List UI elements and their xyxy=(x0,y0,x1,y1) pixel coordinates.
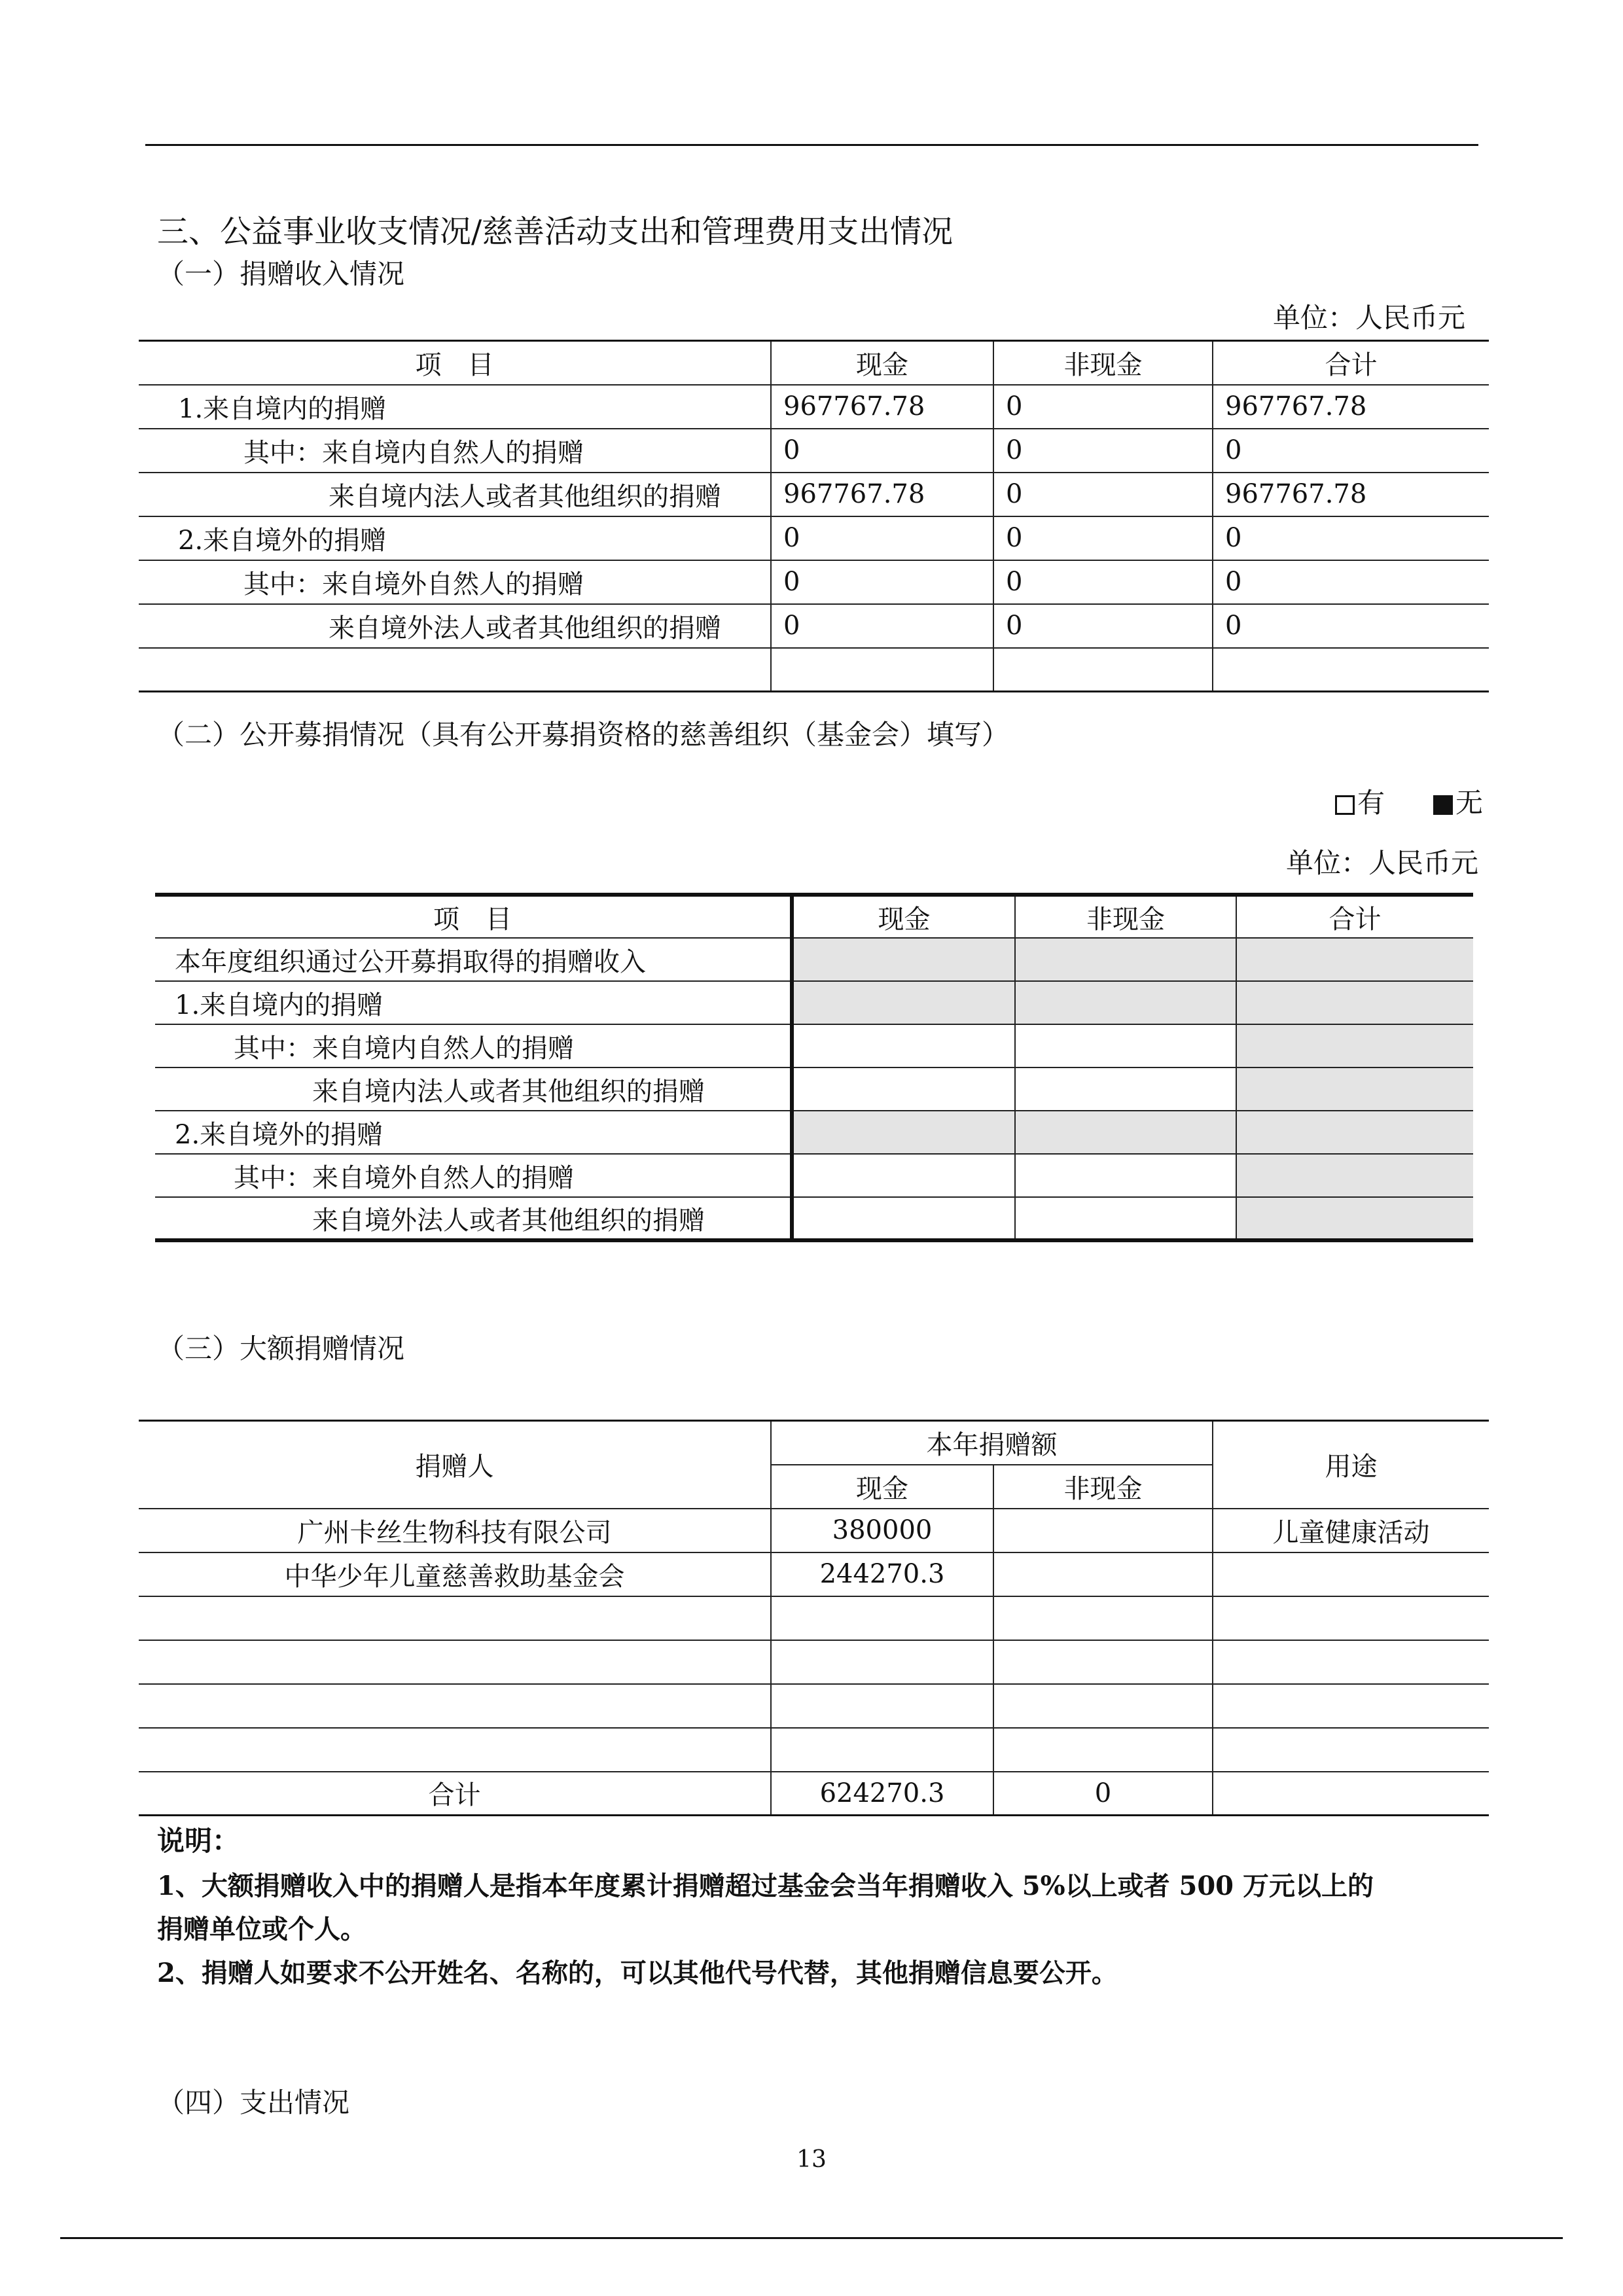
row-noncash xyxy=(993,1552,1213,1596)
empty-cell xyxy=(139,1596,771,1640)
row-noncash: 0 xyxy=(993,473,1213,516)
row-cash: 0 xyxy=(771,516,993,560)
row-label: 其中：来自境外自然人的捐赠 xyxy=(139,560,771,604)
empty-cell xyxy=(1213,1684,1489,1728)
part4-heading: （四）支出情况 xyxy=(157,2087,350,2119)
row-total: 967767.78 xyxy=(1213,385,1489,429)
row-total: 0 xyxy=(1213,429,1489,473)
part1-heading: （一）捐赠收入情况 xyxy=(157,258,405,290)
table-row xyxy=(155,1111,1473,1154)
row-donor: 广州卡丝生物科技有限公司 xyxy=(139,1509,771,1552)
row-label: 本年度组织通过公开募捐取得的捐赠收入 xyxy=(155,938,792,981)
row-total: 967767.78 xyxy=(1213,473,1489,516)
notes-line1b: 捐赠单位或个人。 xyxy=(157,1914,366,1945)
empty-cell xyxy=(139,1640,771,1684)
row-cash: 0 xyxy=(771,560,993,604)
header-noncash: 非现金 xyxy=(1015,895,1236,938)
empty-cell xyxy=(139,1728,771,1772)
top-rule xyxy=(145,144,1478,146)
total-cash: 624270.3 xyxy=(771,1772,993,1816)
row-purpose: 儿童健康活动 xyxy=(1213,1509,1489,1552)
table-row xyxy=(139,385,1489,429)
page-number: 13 xyxy=(796,2146,827,2173)
table-row xyxy=(139,473,1489,516)
empty-cell xyxy=(139,648,771,692)
input-cash[interactable] xyxy=(792,1111,1015,1154)
large-donations-table xyxy=(139,1420,1489,1816)
input-total[interactable] xyxy=(1236,1197,1473,1240)
row-total: 0 xyxy=(1213,516,1489,560)
row-label: 其中：来自境外自然人的捐赠 xyxy=(155,1154,792,1197)
row-noncash: 0 xyxy=(993,429,1213,473)
row-cash: 0 xyxy=(771,429,993,473)
table-header-row xyxy=(139,341,1489,385)
input-cash[interactable] xyxy=(792,1024,1015,1067)
row-cash: 967767.78 xyxy=(771,385,993,429)
header-purpose: 用途 xyxy=(1213,1421,1489,1509)
empty-cell xyxy=(139,1684,771,1728)
row-label: 2.来自境外的捐赠 xyxy=(155,1111,792,1154)
row-purpose xyxy=(1213,1552,1489,1596)
table-row xyxy=(139,1509,1489,1552)
empty-cell xyxy=(771,1684,993,1728)
row-label: 来自境外法人或者其他组织的捐赠 xyxy=(155,1197,792,1240)
table-row-empty xyxy=(139,1728,1489,1772)
table-row xyxy=(139,560,1489,604)
input-noncash[interactable] xyxy=(1015,938,1236,981)
input-cash[interactable] xyxy=(792,1154,1015,1197)
empty-cell xyxy=(771,648,993,692)
part1-unit: 单位：人民币元 xyxy=(1273,302,1466,334)
empty-cell xyxy=(993,1640,1213,1684)
row-total: 0 xyxy=(1213,560,1489,604)
total-purpose xyxy=(1213,1772,1489,1816)
empty-cell xyxy=(1213,648,1489,692)
empty-cell xyxy=(1213,1728,1489,1772)
input-total[interactable] xyxy=(1236,938,1473,981)
header-total: 合计 xyxy=(1236,895,1473,938)
table-row xyxy=(155,981,1473,1024)
checkbox-checked-icon xyxy=(1433,795,1453,815)
input-total[interactable] xyxy=(1236,1067,1473,1111)
header-item: 项 目 xyxy=(155,895,792,938)
input-noncash[interactable] xyxy=(1015,1154,1236,1197)
table-row-empty xyxy=(139,1596,1489,1640)
notes-title: 说明： xyxy=(157,1825,240,1857)
option-yes-label: 有 xyxy=(1357,787,1385,819)
donation-income-table xyxy=(139,340,1489,692)
table-total-row xyxy=(139,1772,1489,1816)
row-label: 其中：来自境内自然人的捐赠 xyxy=(139,429,771,473)
total-noncash: 0 xyxy=(993,1772,1213,1816)
table-row xyxy=(155,1197,1473,1240)
table-row xyxy=(139,604,1489,648)
row-noncash: 0 xyxy=(993,385,1213,429)
header-cash: 现金 xyxy=(771,1465,993,1509)
empty-cell xyxy=(993,648,1213,692)
input-total[interactable] xyxy=(1236,1111,1473,1154)
table-row xyxy=(139,516,1489,560)
header-cash: 现金 xyxy=(771,341,993,385)
table-row xyxy=(139,429,1489,473)
empty-cell xyxy=(1213,1596,1489,1640)
table-header-row xyxy=(155,895,1473,938)
input-total[interactable] xyxy=(1236,1154,1473,1197)
row-label: 来自境内法人或者其他组织的捐赠 xyxy=(139,473,771,516)
header-amount: 本年捐赠额 xyxy=(771,1421,1213,1465)
table-row-empty xyxy=(139,1640,1489,1684)
checkbox-empty-icon xyxy=(1335,795,1355,815)
header-noncash: 非现金 xyxy=(993,341,1213,385)
row-cash: 967767.78 xyxy=(771,473,993,516)
row-label: 其中：来自境内自然人的捐赠 xyxy=(155,1024,792,1067)
notes-line2: 2、捐赠人如要求不公开姓名、名称的，可以其他代号代替，其他捐赠信息要公开。 xyxy=(157,1958,1118,1988)
section-title: 三、公益事业收支情况/慈善活动支出和管理费用支出情况 xyxy=(157,213,954,250)
input-total[interactable] xyxy=(1236,1024,1473,1067)
notes-line1: 1、大额捐赠收入中的捐赠人是指本年度累计捐赠超过基金会当年捐赠收入 5%以上或者 500 万元以上的 xyxy=(157,1871,1374,1901)
empty-cell xyxy=(993,1596,1213,1640)
table-header-row xyxy=(139,1421,1489,1465)
row-label: 1.来自境内的捐赠 xyxy=(155,981,792,1024)
part3-heading: （三）大额捐赠情况 xyxy=(157,1333,405,1365)
table-row xyxy=(155,1154,1473,1197)
header-item: 项 目 xyxy=(139,341,771,385)
row-cash: 380000 xyxy=(771,1509,993,1552)
table-row xyxy=(155,1024,1473,1067)
input-cash[interactable] xyxy=(792,1197,1015,1240)
input-cash[interactable] xyxy=(792,1067,1015,1111)
header-cash: 现金 xyxy=(792,895,1015,938)
row-cash: 0 xyxy=(771,604,993,648)
empty-cell xyxy=(771,1728,993,1772)
input-noncash[interactable] xyxy=(1015,1024,1236,1067)
public-fundraising-table xyxy=(155,893,1473,1242)
part2-unit: 单位：人民币元 xyxy=(1286,847,1479,879)
row-label: 来自境外法人或者其他组织的捐赠 xyxy=(139,604,771,648)
row-noncash xyxy=(993,1509,1213,1552)
row-noncash: 0 xyxy=(993,604,1213,648)
bottom-rule xyxy=(60,2237,1563,2239)
empty-cell xyxy=(771,1596,993,1640)
row-noncash: 0 xyxy=(993,560,1213,604)
header-donor: 捐赠人 xyxy=(139,1421,771,1509)
input-cash[interactable] xyxy=(792,938,1015,981)
row-label: 1.来自境内的捐赠 xyxy=(139,385,771,429)
row-label: 来自境内法人或者其他组织的捐赠 xyxy=(155,1067,792,1111)
empty-cell xyxy=(993,1728,1213,1772)
input-noncash[interactable] xyxy=(1015,1111,1236,1154)
row-label: 2.来自境外的捐赠 xyxy=(139,516,771,560)
empty-cell xyxy=(1213,1640,1489,1684)
input-noncash[interactable] xyxy=(1015,981,1236,1024)
input-noncash[interactable] xyxy=(1015,1067,1236,1111)
header-noncash: 非现金 xyxy=(993,1465,1213,1509)
row-cash: 244270.3 xyxy=(771,1552,993,1596)
input-cash[interactable] xyxy=(792,981,1015,1024)
part2-heading: （二）公开募捐情况（具有公开募捐资格的慈善组织（基金会）填写） xyxy=(157,719,1010,751)
empty-cell xyxy=(771,1640,993,1684)
public-fundraising-option-yes[interactable] xyxy=(1335,789,1385,817)
header-total: 合计 xyxy=(1213,341,1489,385)
table-row-empty xyxy=(139,648,1489,692)
empty-cell xyxy=(993,1684,1213,1728)
input-noncash[interactable] xyxy=(1015,1197,1236,1240)
table-row xyxy=(155,938,1473,981)
input-total[interactable] xyxy=(1236,981,1473,1024)
table-row xyxy=(139,1552,1489,1596)
row-donor: 中华少年儿童慈善救助基金会 xyxy=(139,1552,771,1596)
total-label: 合计 xyxy=(139,1772,771,1816)
row-noncash: 0 xyxy=(993,516,1213,560)
row-total: 0 xyxy=(1213,604,1489,648)
table-row-empty xyxy=(139,1684,1489,1728)
table-row xyxy=(155,1067,1473,1111)
public-fundraising-option-no[interactable] xyxy=(1433,789,1483,817)
option-no-label: 无 xyxy=(1455,787,1484,819)
